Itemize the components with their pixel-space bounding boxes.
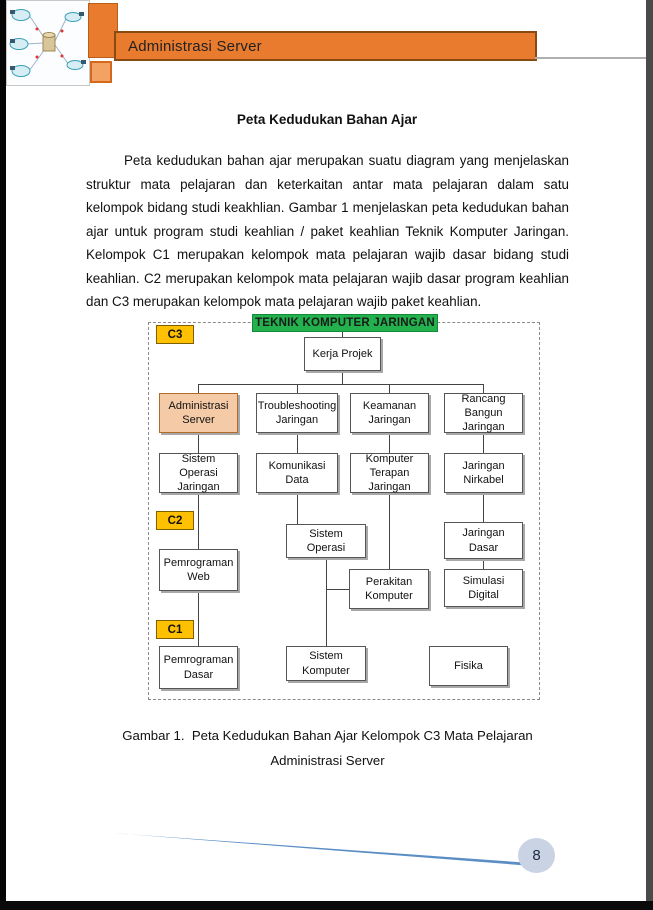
footer-swoosh-line [110, 828, 555, 874]
diagram-node-simulasi-digital: Simulasi Digital [444, 569, 523, 607]
diagram-node-pemrograman-web: Pemrograman Web [159, 549, 238, 591]
diagram-node-komputer-terapan-jaringan: Komputer Terapan Jaringan [350, 453, 429, 493]
diagram-node-fisika: Fisika [429, 646, 508, 686]
header-accent-square-small [90, 61, 112, 83]
connector-line [198, 384, 199, 393]
connector-line [389, 433, 390, 453]
connector-line [297, 433, 298, 453]
connector-line [326, 589, 349, 590]
connector-line [198, 433, 199, 453]
connector-line [297, 384, 298, 393]
diagram-title-box: TEKNIK KOMPUTER JARINGAN [252, 314, 438, 332]
diagram-node-pemrograman-dasar: Pemrograman Dasar [159, 646, 238, 689]
group-label-c3: C3 [156, 325, 194, 344]
page-edge-right [646, 0, 653, 910]
header-rule-line [535, 57, 646, 59]
connector-line [342, 371, 343, 384]
network-collage-image [6, 0, 90, 86]
diagram-node-komunikasi-data: Komunikasi Data [256, 453, 338, 493]
connector-line [483, 559, 484, 569]
group-label-c2: C2 [156, 511, 194, 530]
diagram-node-perakitan-komputer: Perakitan Komputer [349, 569, 429, 609]
diagram-node-kerja-projek: Kerja Projek [304, 337, 381, 371]
network-diagram-thumbnail [7, 1, 89, 85]
page-number: 8 [532, 847, 541, 864]
page-edge-left [0, 0, 6, 910]
diagram-node-troubleshooting-jaringan: Troubleshooting Jaringan [256, 393, 338, 433]
figure-caption-line1: Gambar 1. Peta Kedudukan Bahan Ajar Kelompok C3 Mata Pelajaran [122, 728, 533, 743]
connector-line [198, 591, 199, 646]
figure-caption-line2: Administrasi Server [270, 753, 385, 768]
connector-line [389, 493, 390, 569]
connector-line [297, 493, 298, 524]
section-heading: Peta Kedudukan Bahan Ajar [236, 112, 418, 127]
connector-line [389, 384, 390, 393]
connector-line [483, 433, 484, 453]
header-banner [114, 31, 537, 61]
header-title: Administrasi Server [128, 37, 262, 55]
diagram-node-keamanan-jaringan: Keamanan Jaringan [350, 393, 429, 433]
connector-line [198, 493, 199, 549]
body-paragraph: Peta kedudukan bahan ajar merupakan suatu diagram yang menjelaskan struktur mata pelajaran dan keterkaitan antar mata pelajaran dalam satu kelompok bidang studi keakhlian. Gambar 1 menjelaskan peta kedudukan bahan ajar untuk program studi keahlian / paket keahlian Teknik Komputer Jaringan. Kelompok C1 merupakan kelompok mata pelajaran wajib dasar bidang studi keahlian. C2 merupakan kelompok mata pelajaran wajib dasar program keahlian dan C3 merupakan kelompok mata pelajaran wajib paket keahlian. [86, 153, 569, 309]
diagram-node-sistem-operasi: Sistem Operasi [286, 524, 366, 558]
diagram-node-administrasi-server: Administrasi Server [159, 393, 238, 433]
diagram-node-jaringan-nirkabel: Jaringan Nirkabel [444, 453, 523, 493]
page-edge-bottom [0, 901, 653, 910]
connector-line [326, 558, 327, 646]
diagram-node-rancang-bangun-jaringan: Rancang Bangun Jaringan [444, 393, 523, 433]
diagram-node-jaringan-dasar: Jaringan Dasar [444, 522, 523, 559]
diagram-node-sistem-komputer: Sistem Komputer [286, 646, 366, 681]
group-label-c1: C1 [156, 620, 194, 639]
diagram-node-sistem-operasi-jaringan: Sistem Operasi Jaringan [159, 453, 238, 493]
connector-line [483, 493, 484, 522]
page-number-badge [518, 838, 555, 873]
connector-line [198, 384, 483, 385]
curriculum-diagram [148, 317, 540, 700]
